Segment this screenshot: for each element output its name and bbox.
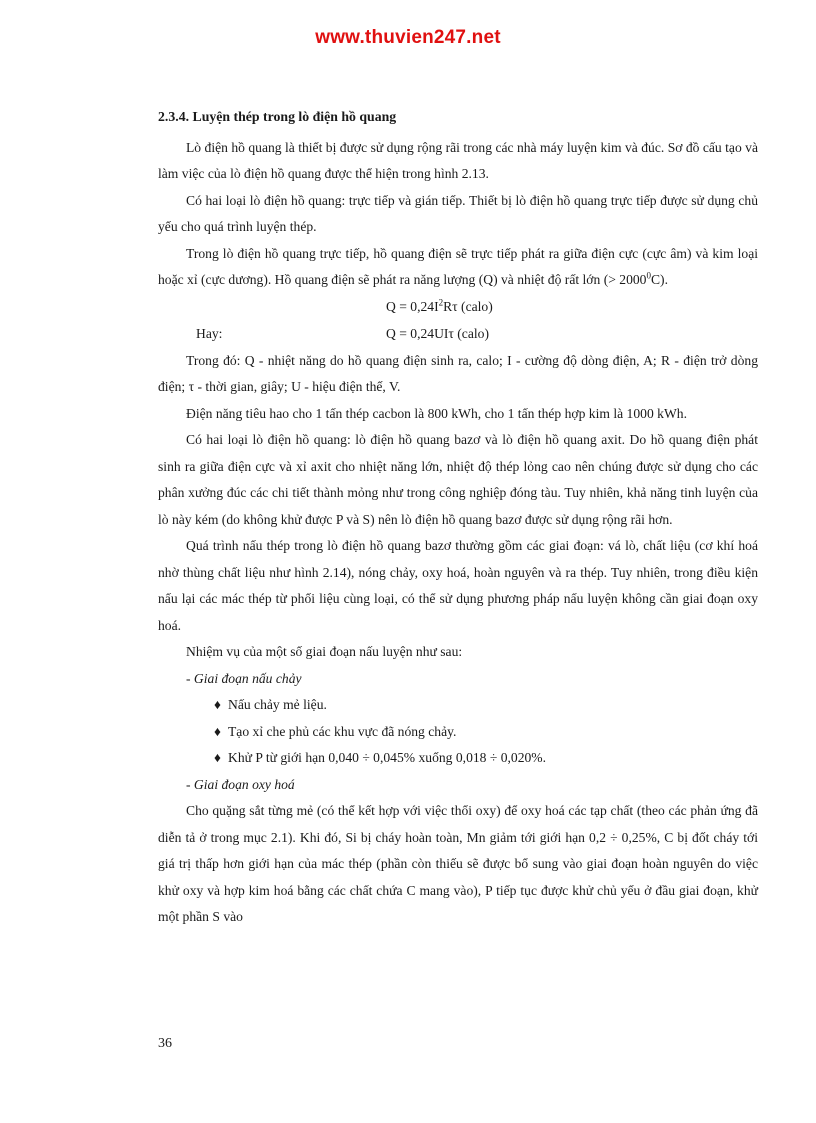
stage-melting-title: - Giai đoạn nấu chảy [186, 670, 302, 686]
paragraph-types: Có hai loại lò điện hồ quang: trực tiếp và gián tiếp. Thiết bị lò điện hồ quang trực tiếp được sử dụng chủ yếu cho quá trình luyện thép. [158, 192, 758, 234]
paragraph-where: Trong đó: Q - nhiệt năng do hồ quang điện sinh ra, calo; I - cường độ dòng điện, A; R - điện trở dòng điện; τ - thời gian, giây; U - hiệu điện thế, V. [158, 352, 758, 394]
paragraph-process: Quá trình nấu thép trong lò điện hồ quang bazơ thường gồm các giai đoạn: vá lò, chất liệu (cơ khí hoá nhờ thùng chất liệu như hình 2.14), nóng chảy, oxy hoá, hoàn nguyên và ra thép. Tuy nhiên, trong điều kiện nấu lại các mác thép từ phối liệu cùng loại, có thể sử dụng phương pháp nấu luyện không cần giai đoạn oxy hoá. [158, 538, 758, 633]
paragraph-stage-tasks: Nhiệm vụ của một số giai đoạn nấu luyện như sau: [186, 644, 463, 659]
diamond-bullet-icon: ♦ [214, 723, 221, 739]
document-body [158, 104, 758, 931]
stage-oxidation-title: - Giai đoạn oxy hoá [186, 776, 295, 792]
diamond-bullet-icon: ♦ [214, 697, 221, 712]
bullet-item: ♦ Khử P từ giới hạn 0,040 ÷ 0,045% xuống 0,018 ÷ 0,020%. [214, 745, 758, 772]
section-heading: 2.3.4. Luyện thép trong lò điện hồ quang [158, 109, 397, 124]
formula-label: Hay: [196, 325, 223, 341]
bullet-item: ♦ Tạo xỉ che phủ các khu vực đã nóng chảy. [214, 719, 758, 746]
bullet-item: ♦ Nấu chảy mẻ liệu. [214, 692, 758, 719]
page-number: 36 [158, 1036, 172, 1051]
formula-energy-voltage: Hay: Q = 0,24UIτ (calo) [158, 321, 758, 348]
paragraph-intro: Lò điện hồ quang là thiết bị được sử dụng rộng rãi trong các nhà máy luyện kim và đúc. Sơ đồ cấu tạo và làm việc của lò điện hồ quang được thể hiện trong hình 2.13. [158, 139, 758, 181]
watermark-link[interactable]: www.thuvien247.net [315, 27, 501, 48]
paragraph-direct-arc: Trong lò điện hồ quang trực tiếp, hồ quang điện sẽ trực tiếp phát ra giữa điện cực (cực âm) và kim loại hoặc xỉ (cực dương). Hồ quang điện sẽ phát ra năng lượng (Q) và nhiệt độ rất lớn (> $2000^0C$). [158, 245, 758, 287]
diamond-bullet-icon: ♦ [214, 750, 221, 765]
formula-energy-current: $Q = 0,24I^2R\tau$ (calo) [386, 296, 493, 314]
paragraph-oxidation: Cho quặng sắt từng mẻ (có thể kết hợp với việc thổi oxy) để oxy hoá các tạp chất (theo các phản ứng đã diễn tả ở trong mục 2.1). Khi đó, Si bị cháy hoàn toàn, Mn giảm tới giới hạn 0,2 ÷ 0,25%, C bị đốt cháy tới giá trị thấp hơn giới hạn của mác thép (phần còn thiếu sẽ được bổ sung vào giai đoạn hoàn nguyên do việc khử oxy và hợp kim hoá bằng các chất chứa C mang vào), P tiếp tục được khử chủ yếu ở đầu giai đoạn, khử một phần S vào [158, 803, 758, 924]
paragraph-basic-acid: Có hai loại lò điện hồ quang: lò điện hồ quang bazơ và lò điện hồ quang axit. Do hồ quang điện phát sinh ra giữa điện cực và xỉ axit cho nhiệt năng lớn, nhiệt độ thép lỏng cao nên chúng được sử dụng cho các phân xưởng đúc các chi tiết thành mỏng như trong công nghiệp đóng tàu. Tuy nhiên, khả năng tinh luyện của lò này kém (do không khử được P và S) nên lò điện hồ quang bazơ được sử dụng rộng rãi hơn. [158, 432, 758, 527]
paragraph-energy-consumption: Điện năng tiêu hao cho 1 tấn thép cacbon là 800 kWh, cho 1 tấn thép hợp kim là 1000 kWh. [186, 405, 687, 421]
